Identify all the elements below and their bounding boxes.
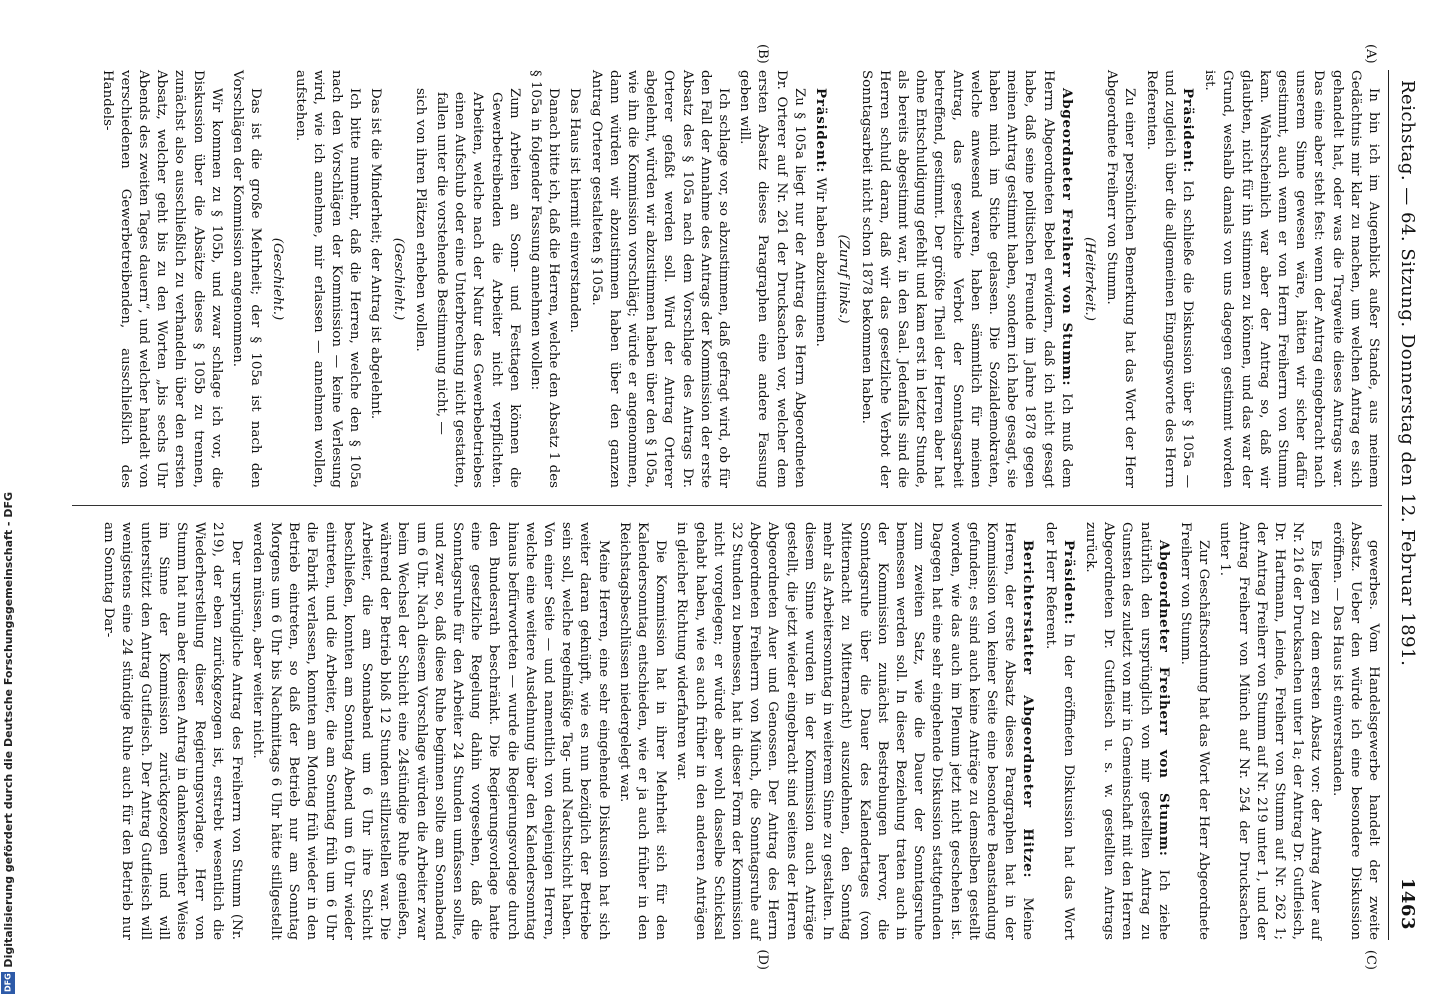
page-number: 1463 (1397, 877, 1418, 930)
paragraph: Ich schlage vor, so abzustimmen, daß gefragt wird, ob für den Fall der Annahme des Antrags der Kommission der erste Absatz des § 105a nach dem Vorschlage des Antrags Dr. Orterer gefaßt werden soll. Wird der Antrag Orterer abgelehnt, würden wir abzustimmen haben über den § 105a, wie ihn die Kommission vorschlägt; würde er angenommen, dann würden wir abzustimmen haben über den ganzen Antrag Orterer gestalteten § 105a. (588, 70, 732, 488)
speaker-name: Präsident: (1060, 540, 1077, 626)
stage-direction: (Geschieht.) (270, 237, 286, 321)
dfg-logo: DFG (1, 972, 15, 994)
speaker-name: Abgeordneter Freiherr von Stumm: (1155, 540, 1172, 857)
stage-direction: (Geschieht.) (390, 237, 406, 321)
paragraph: Berichterstatter Abgeordneter Hitze: Meine Herren, der erste Absatz dieses Paragraphen hat in der Kommission von keiner Seite eine besondere Beanstandung gefunden; es sind auch keine Anträge zu demselben gestellt worden, wie das auch im Plenum jetzt nicht geschehen ist. Dagegen hat eine sehr eingehende Diskussion stattgefunden zum zweiten Satz, wie die Dauer der Sonntagsruhe bemessen werden soll. In dieser Beziehung traten auch in der Kommission zunächst Bestrebungen hervor, die Sonntagsruhe über die Dauer des Kalendertages (von Mitternacht zu Mitternacht) auszudehnen, den Sonntag mehr als Arbeitersonntag in weiterem Sinne zu gestalten. In diesem Sinne wurden in der Kommission auch Anträge gestellt, die jetzt wieder eingebracht sind seitens der Herren Abgeordneten Auer und Genossen. Der Antrag des Herrn Abgeordneten Freiherrn von Münch, die Sonntagsruhe auf 32 Stunden zu bemessen, hat in dieser Form der Kommission nicht vorgelegen; er würde aber wohl dasselbe Schicksal gehabt haben, wie es auch früher in den anderen Anträgen in gleicher Richtung widerfahren war. (674, 522, 1037, 940)
paragraph: Das ist die Minderheit; der Antrag ist abgelehnt. (368, 88, 384, 420)
margin-marker-a: (A) (1363, 44, 1378, 64)
paragraph: Abgeordneter Freiherr von Stumm: Ich ziehe natürlich den ursprünglich von mir gestellten Antrag zu Gunsten des zuletzt von mir in Gemeinschaft mit den Herren Abgeordneten Dr. Gutfleisch u. s. w. gestellten Antrags zurück. (1082, 522, 1172, 940)
paragraph: Präsident: Ich schließe die Diskussion über § 105a — und zugleich über die allgemeinen Eingangsworte des Herrn Referenten. (1143, 70, 1196, 488)
paragraph: Zu einer persönlichen Bemerkung hat das Wort der Herr Abgeordnete Freiherr von Stumm. (1104, 70, 1138, 488)
text-columns (72, 44, 1382, 970)
paragraph: Danach bitte ich, daß die Herren, welche den Absatz 1 des § 105a in folgender Fassung annehmen wollen: (528, 70, 562, 488)
margin-marker-c: (C) (1363, 949, 1378, 970)
speaker-name: Abgeordneter Freiherr von Stumm: (1058, 88, 1075, 387)
paragraph: Präsident: In der eröffneten Diskussion hat das Wort der Herr Referent. (1042, 522, 1077, 940)
stage-direction: (Heiterkeit.) (1081, 237, 1097, 321)
paragraph: Es liegen zu dem ersten Absatz vor: der Antrag Auer auf Nr. 216 der Drucksachen unter 1a; der Antrag Dr. Gutfleisch, Dr. Hartmann, Leinde, Freiherr von Stumm auf Nr. 262 1; der Antrag Freiherr von Stumm auf Nr. 219 unter 1, und der Antrag Freiherr von Münch auf Nr. 254 der Drucksachen unter 1. (1217, 522, 1324, 940)
paragraph: Wir kommen zu § 105b, und zwar schlage ich vor, die Diskussion über die Absätze dieses § 105b zu trennen, zunächst also ausschließlich zu verhandeln über den ersten Absatz, welcher geht bis zu den Worten „bis sechs Uhr Abends des zweiten Tages dauern“, und welcher handelt von verschiedenen Gewerbetreibenden, ausschließlich des Handels- (99, 70, 224, 488)
paragraph: Zur Geschäftsordnung hat das Wort der Herr Abgeordnete Freiherr von Stumm. (1177, 522, 1212, 940)
column-divider (72, 505, 1382, 506)
left-column (72, 70, 1382, 488)
digitization-note: Digitalisierung gefördert durch die Deutsche Forschungsgemeinschaft - DFG (1, 492, 15, 968)
paragraph: In bin ich im Augenblick außer Stande, aus meinem Gedächtnis mir klar zu machen, um welchen Antrag es sich gehandelt hat, oder was die Tragweite dieses Antrags war. Das eine aber steht fest: wenn der Antrag eingebracht nach unserem Sinne gewesen wäre, hätten wir sicher dafür gestimmt, auch wenn er von Herrn Freiherrn von Stumm kam. Wahrscheinlich war aber der Antrag so, daß wir glaubten, nicht für ihn stimmen zu können, und das war der Grund, weshalb damals von uns dagegen gestimmt worden ist. (1202, 70, 1381, 488)
digitization-note-strip (0, 0, 16, 1000)
paragraph: Der ursprüngliche Antrag des Freiherrn von Stumm (Nr. 219), der eben zurückgezogen ist, erstrebt wesentlich die Wiederherstellung dieser Regierungsvorlage. Herr von Stumm hat nun aber diesen Antrag in dankenswerther Weise im Sinne der Kommission zurückgezogen und will unterstützt den Antrag Gutfleisch. Der Antrag Gutfleisch will wenigstens eine 24 stündige Ruhe auch für den Betrieb nur am Sonntag Dar- (101, 522, 244, 940)
paragraph: Zu § 105a liegt nur der Antrag des Herrn Abgeordneten Dr. Orterer auf Nr. 261 der Drucksachen vor, welcher dem ersten Absatz dieses Paragraphen eine andere Fassung geben will. (737, 70, 807, 488)
paragraph: Das ist die große Mehrheit; der § 105a ist nach den Vorschlägen der Kommission angenommen. (230, 70, 264, 488)
margin-marker-d: (D) (755, 949, 770, 970)
speaker-name: Berichterstatter Abgeordneter Hitze: (1020, 540, 1037, 879)
page-header (1388, 70, 1418, 940)
quoted-motion: Zum Arbeiten an Sonn- und Festtagen können die Gewerbetreibenden die Arbeiter nicht verpflichten. Arbeiten, welche nach der Natur des Gewerbebetriebes einen Aufschub oder eine Unterbrechung nicht gestatten, fallen unter die vorstehende Bestimmung nicht, — (434, 88, 522, 488)
paragraph: sich von ihren Plätzen erheben wollen. (412, 88, 428, 352)
header-title: Reichstag. — 64. Sitzung. Donnerstag den 12. Februar 1891. (1397, 80, 1418, 667)
stage-direction: (Zuruf links.) (836, 234, 852, 324)
margin-marker-b: (B) (755, 44, 770, 64)
speaker-name: Präsident: (1179, 88, 1196, 174)
scanned-page (32, 0, 1432, 1000)
paragraph: Die Kommission hat in ihrer Mehrheit sich für den Kalendersonntag entschieden, wie er ja auch früher in den Reichstagsbeschlüssen niedergelegt war. (616, 522, 669, 940)
paragraph: Abgeordneter Freiherr von Stumm: Ich muß dem Herrn Abgeordneten Bebel erwidern, daß ich nicht gesagt habe, daß seine politischen Freunde im Jahre 1878 gegen meinen Antrag gestimmt haben, sondern ich habe gesagt, sie haben mich im Stiche gelassen. Die Sozialdemokraten, welche anwesend waren, haben sämmtlich für meinen Antrag, das gesetzliche Verbot der Sonntagsarbeit betreffend, gestimmt. Der größte Theil der Herren aber hat ohne Entschuldigung gefehlt und kam erst in letzter Stunde, als bereits abgestimmt war, in den Saal. Jedenfalls sind die Herren schuld daran, daß wir das gesetzliche Verbot der Sonntagsarbeit nicht schon 1878 bekommen haben. (858, 70, 1075, 488)
paragraph: Das Haus ist hiermit einverstanden. (567, 88, 583, 333)
paragraph: Präsident: Wir haben abzustimmen. (813, 88, 830, 347)
paragraph: Meine Herren, eine sehr eingehende Diskussion hat sich weiter daran geknüpft, wie es nun bezüglich der Betriebe sein soll, welche regelmäßige Tag- und Nachtschicht haben. Von einer Seite — und namentlich von denjenigen Herren, welche eine weitere Ausdehnung über den Kalendersonntag hinaus befürworteten — wurde die Regierungsvorlage durch den Bundesrath beschränkt. Die Regierungsvorlage hatte eine gesetzliche Regelung dahin vorgesehen, daß die Sonntagsruhe für den Arbeiter 24 Stunden umfassen sollte, und zwar so, daß diese Ruhe beginnen sollte am Sonnabend um 6 Uhr. Nach diesem Vorschlage würden die Arbeiter zwar beim Wechsel der Schicht eine 24stündige Ruhe genießen, während der Betrieb bloß 12 Stunden stillzustellen war. Die Arbeiter, die am Sonnabend um 6 Uhr ihre Schicht beschließen, konnten am Sonntag Abend um 6 Uhr wieder eintreten, und die Arbeiter, die am Sonntag früh um 6 Uhr die Fabrik verlassen, konnten am Montag früh wieder in den Betrieb eintreten, so daß der Betrieb nur am Sonntag Morgens um 6 Uhr bis Nachmittags 6 Uhr hätte stillgestellt werden müssen, aber weiter nicht. (249, 522, 611, 940)
paragraph: gewerbes. Vom Handelsgewerbe handelt der zweite Absatz. Ueber den würde ich eine besondere Diskussion eröffnen. — Das Haus ist einverstanden. (1329, 522, 1381, 940)
right-column (72, 522, 1382, 940)
paragraph: Ich bitte nunmehr, daß die Herren, welche den § 105a nach den Vorschlägen der Kommission — keine Verlesung wird, wie ich annehme, mir erlassen — annehmen wollen, aufstehen. (292, 70, 363, 488)
speaker-name: Präsident: (813, 88, 830, 174)
